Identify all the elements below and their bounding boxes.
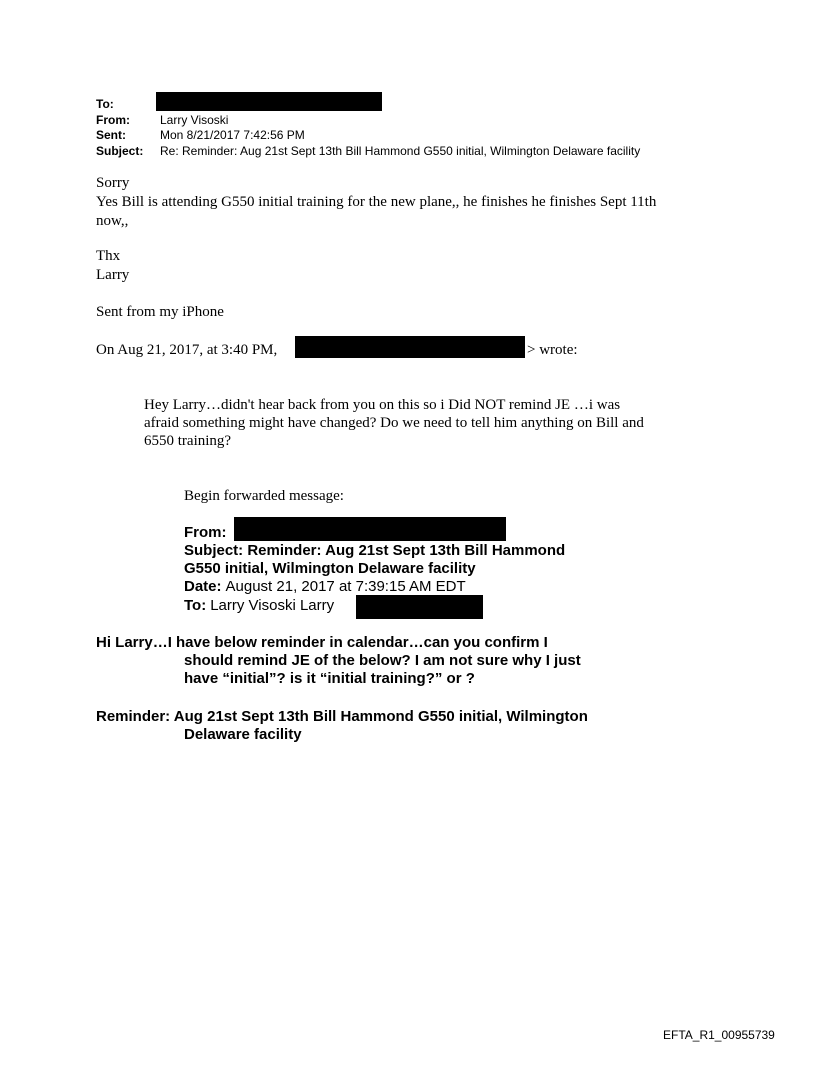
message-line-1: Hi Larry…I have below reminder in calendar…can you confirm I (96, 634, 548, 651)
from-label: From: (96, 113, 130, 127)
fwd-to-row (184, 597, 334, 615)
fwd-date-row (184, 578, 466, 596)
on-date-suffix: > wrote: (527, 342, 578, 358)
sent-label: Sent: (96, 128, 126, 142)
fwd-from-label: From: (184, 524, 227, 541)
fwd-from-redaction (234, 517, 506, 541)
quoted-line-2: afraid something might have changed? Do we need to tell him anything on Bill and (144, 415, 644, 431)
document-id: EFTA_R1_00955739 (663, 1028, 775, 1042)
to-label: To: (96, 97, 114, 111)
fwd-subject-line-1: Subject: Reminder: Aug 21st Sept 13th Bill Hammond (184, 542, 566, 559)
reminder-line-1: Reminder: Aug 21st Sept 13th Bill Hammond G550 initial, Wilmington (96, 708, 588, 725)
message-line-3: have “initial”? is it “initial training?” or ? (184, 670, 475, 687)
fwd-subject-line-2: G550 initial, Wilmington Delaware facility (184, 560, 476, 577)
to-redaction (156, 92, 382, 111)
quoted-line-1: Hey Larry…didn't hear back from you on this so i Did NOT remind JE …i was (144, 397, 621, 413)
fwd-to-label: To: (184, 597, 207, 614)
body-line-1: Sorry (96, 175, 130, 191)
subject-label: Subject: (96, 144, 144, 158)
body-line-3: now,, (96, 213, 129, 229)
reminder-line-2: Delaware facility (184, 726, 302, 743)
fwd-to-redaction (356, 595, 483, 619)
body-signature: Larry (96, 267, 130, 283)
begin-forwarded: Begin forwarded message: (184, 488, 344, 504)
sender-redaction (295, 336, 525, 358)
body-thx: Thx (96, 248, 121, 264)
fwd-to-value: Larry Visoski Larry (210, 597, 335, 614)
from-value: Larry Visoski (160, 113, 229, 127)
body-line-2: Yes Bill is attending G550 initial training for the new plane,, he finishes he finishes Sept 11th (96, 194, 657, 210)
quoted-line-3: 6550 training? (144, 433, 232, 449)
sent-from-line: Sent from my iPhone (96, 304, 224, 320)
sent-value: Mon 8/21/2017 7:42:56 PM (160, 128, 305, 142)
fwd-date-label: Date: (184, 578, 222, 595)
message-line-2: should remind JE of the below? I am not sure why I just (184, 652, 581, 669)
subject-value: Re: Reminder: Aug 21st Sept 13th Bill Hammond G550 initial, Wilmington Delaware facility (160, 144, 641, 158)
on-date-prefix: On Aug 21, 2017, at 3:40 PM, (96, 342, 278, 358)
fwd-date-value: August 21, 2017 at 7:39:15 AM EDT (225, 578, 466, 595)
